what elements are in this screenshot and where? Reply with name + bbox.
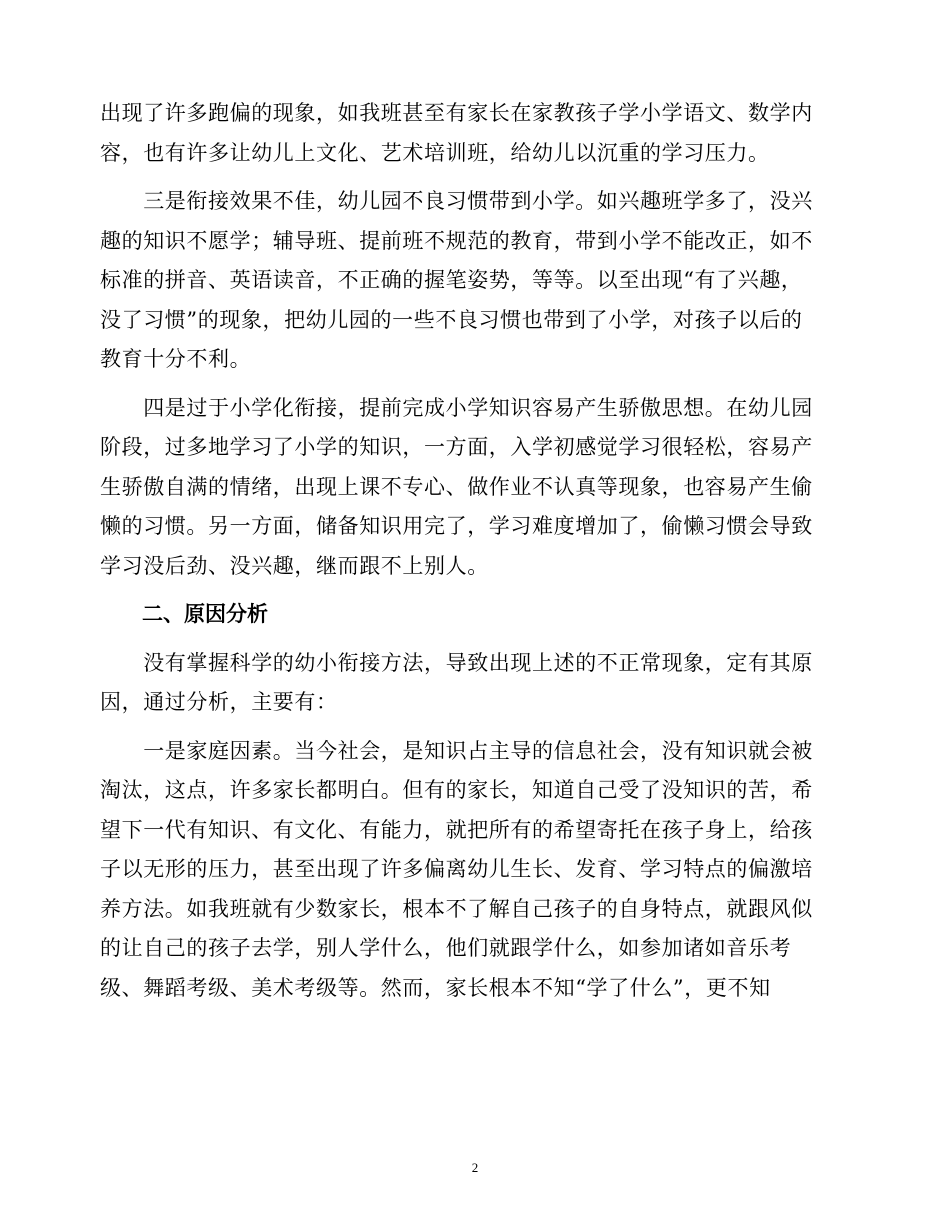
text-line: 养方法。如我班就有少数家长，根本不了解自己孩子的自身特点，就跟风似: [100, 896, 813, 921]
paragraph-family-factor: [100, 732, 830, 1009]
text-line: 懒的习惯。另一方面，储备知识用完了，学习难度增加了，偷懒习惯会导致: [100, 514, 813, 538]
text-line: 的让自己的孩子去学，别人学什么，他们就跟学什么，如参加诸如音乐考: [100, 936, 792, 960]
paragraph-point-four: [100, 389, 830, 587]
text-line: 教育十分不利。: [100, 347, 252, 371]
text-line: 没有掌握科学的幼小衔接方法，导致出现上述的不正常现象，定有其原: [100, 650, 813, 675]
text-line: 三是衔接效果不佳，幼儿园不良习惯带到小学。如兴趣班学多了，没兴: [100, 189, 813, 213]
text-line: 标准的拼音、英语读音，不正确的握笔姿势，等等。以至出现“有了兴趣，: [100, 268, 803, 292]
text-line: 望下一代有知识、有文化、有能力，就把所有的希望寄托在孩子身上，给孩: [100, 817, 813, 842]
text-line: 学习没后劲、没兴趣，继而跟不上别人。: [100, 553, 489, 578]
text-line: 一是家庭因素。当今社会，是知识占主导的信息社会，没有知识就会被: [100, 738, 813, 763]
text-line: 趣的知识不愿学；辅导班、提前班不规范的教育，带到小学不能改正，如不: [100, 228, 813, 253]
text-line: 生骄傲自满的情绪，出现上课不专心、做作业不认真等现象，也容易产生偷: [100, 474, 813, 499]
body-text: [100, 94, 830, 1008]
text-line: 出现了许多跑偏的现象，如我班甚至有家长在家教孩子学小学语文、数学内: [100, 101, 813, 125]
text-line: 子以无形的压力，甚至出现了许多偏离幼儿生长、发育、学习特点的偏激培: [100, 857, 813, 881]
section-heading: 二、原因分析: [100, 602, 268, 626]
text-line: 级、舞蹈考级、美术考级等。然而，家长根本不知“学了什么”，更不知: [100, 975, 771, 1000]
text-line: 容，也有许多让幼儿上文化、艺术培训班，给幼儿以沉重的学习压力。: [100, 140, 770, 165]
paragraph-intro: [100, 644, 830, 723]
paragraph-point-three: [100, 182, 830, 380]
paragraph-continuation: [100, 94, 830, 173]
text-line: 没了习惯”的现象，把幼儿园的一些不良习惯也带到了小学，对孩子以后的: [100, 307, 803, 332]
page-number: 2: [471, 1160, 479, 1175]
text-line: 淘汰，这点，许多家长都明白。但有的家长，知道自己受了没知识的苦，希: [100, 778, 813, 802]
text-line: 阶段，过多地学习了小学的知识，一方面，入学初感觉学习很轻松，容易产: [100, 435, 813, 459]
text-line: 四是过于小学化衔接，提前完成小学知识容易产生骄傲思想。在幼儿园: [100, 395, 813, 420]
text-line: 因，通过分析，主要有：: [100, 690, 338, 714]
